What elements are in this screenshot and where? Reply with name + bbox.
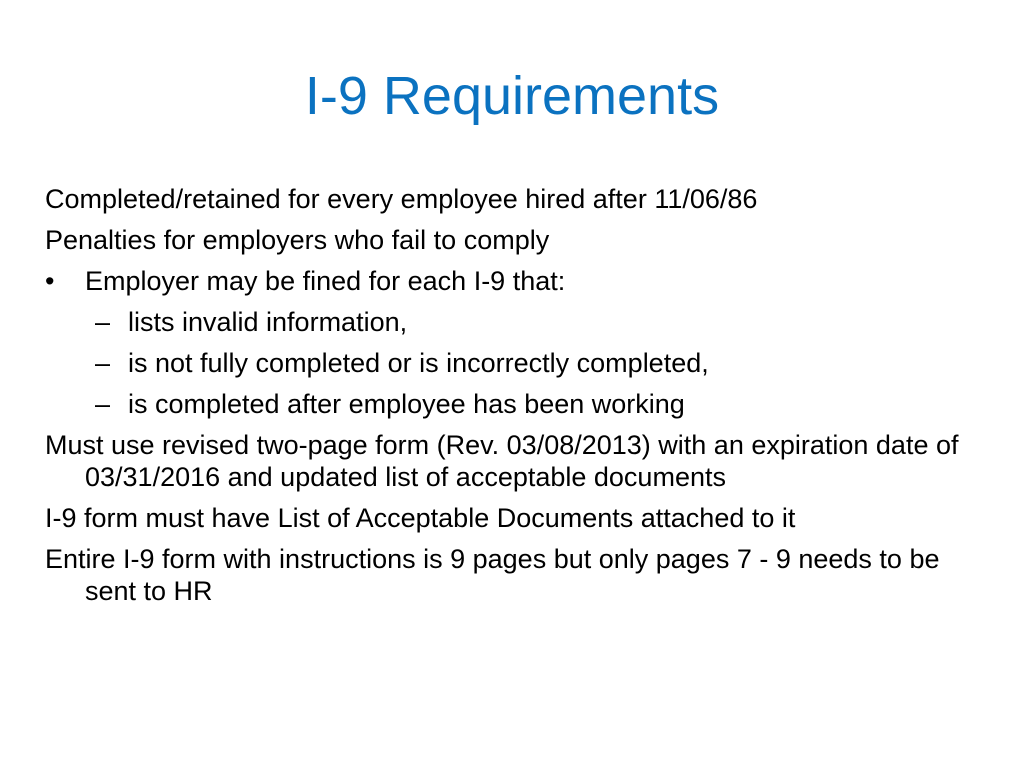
sub-bullet-text: lists invalid information,: [128, 307, 408, 337]
body-line-2: [45, 224, 985, 256]
body-line-1: [45, 183, 985, 215]
sub-bullet-text: is not fully completed or is incorrectly completed,: [128, 348, 709, 378]
body-line-4: [45, 502, 985, 534]
bullet-text: Employer may be fined for each I-9 that:: [85, 266, 566, 296]
body-line-text: Must use revised two-page form (Rev. 03/08/2013) with an expiration date of 03/31/2016 and updated list of acceptable documents: [45, 430, 959, 492]
body-line-3: [45, 429, 985, 493]
dash-marker: –: [95, 307, 111, 337]
body-line-text: Completed/retained for every employee hired after 11/06/86: [45, 184, 758, 214]
body-line-5: [45, 543, 985, 607]
bullet-item: [45, 265, 985, 297]
dash-marker: –: [95, 348, 111, 378]
body-line-text: Penalties for employers who fail to comply: [45, 225, 550, 255]
sub-bullet-item: [45, 306, 985, 338]
body-line-text: Entire I-9 form with instructions is 9 pages but only pages 7 - 9 needs to be sent to HR: [45, 544, 940, 606]
sub-bullet-item: [45, 347, 985, 379]
sub-bullet-text: is completed after employee has been working: [128, 389, 685, 419]
bullet-marker: •: [45, 266, 55, 296]
sub-bullet-item: [45, 388, 985, 420]
slide-title: I-9 Requirements: [304, 66, 720, 126]
dash-marker: –: [95, 389, 111, 419]
slide-body: [45, 183, 985, 616]
body-line-text: I-9 form must have List of Acceptable Documents attached to it: [45, 503, 796, 533]
